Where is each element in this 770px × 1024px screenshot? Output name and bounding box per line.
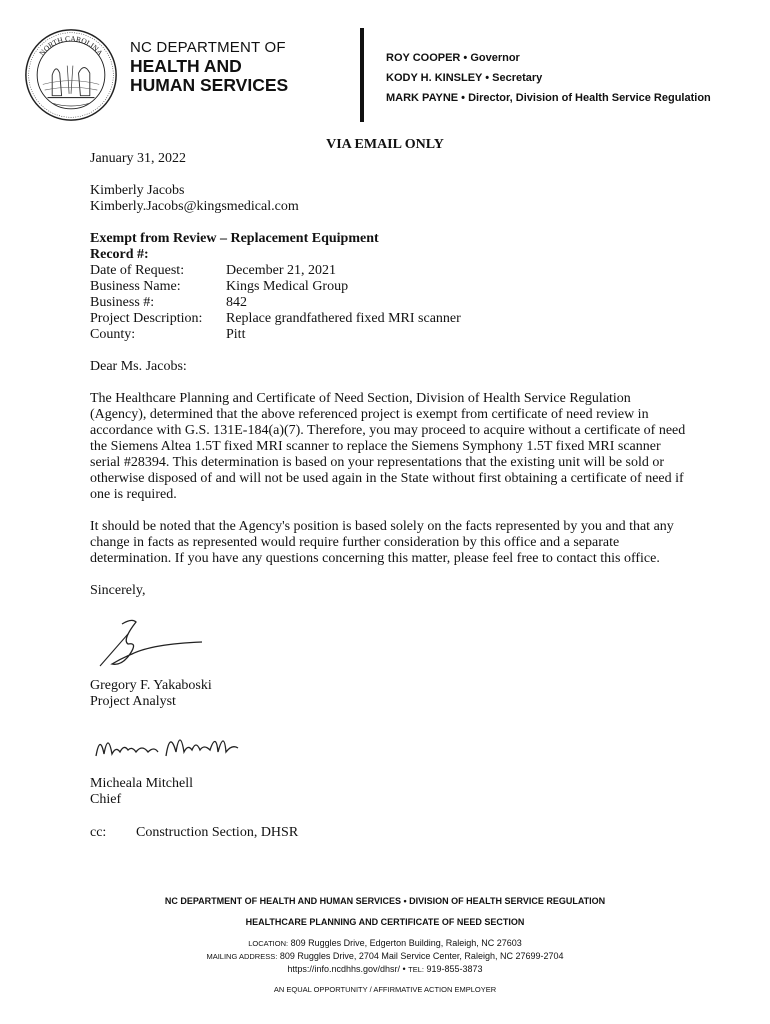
signer2-block (90, 776, 193, 808)
recipient-email: Kimberly.Jacobs@kingsmedical.com (90, 199, 299, 214)
footer-website: https://info.ncdhhs.gov/dhsr/ (287, 964, 400, 974)
signer2-name: Micheala Mitchell (90, 776, 194, 791)
footer-tel-label: TEL: (408, 965, 424, 974)
letterhead-footer (0, 896, 770, 998)
department-logotype (130, 40, 288, 95)
cc-label: cc: (90, 825, 107, 840)
official-secretary: KODY H. KINSLEY • Secretary (386, 72, 543, 84)
delivery-notice: VIA EMAIL ONLY (326, 137, 444, 152)
detail-row (90, 279, 690, 295)
subject-line: Exempt from Review – Replacement Equipment (90, 231, 379, 246)
seal-text: NORTH CAROLINA (37, 34, 105, 58)
letter-date: January 31, 2022 (90, 151, 187, 166)
detail-label: Business #: (90, 295, 155, 310)
signature-yakaboski-icon (92, 614, 212, 672)
footer-location-label: LOCATION: (248, 939, 289, 948)
detail-value: Kings Medical Group (226, 279, 349, 294)
closing: Sincerely, (90, 583, 146, 598)
footer-line2: HEALTHCARE PLANNING AND CERTIFICATE OF NEED SECTION (245, 917, 525, 927)
salutation: Dear Ms. Jacobs: (90, 359, 187, 374)
letter-body (90, 151, 690, 599)
detail-value: 842 (226, 295, 247, 310)
detail-value: Replace grandfathered fixed MRI scanner (226, 311, 461, 326)
detail-value: Pitt (226, 327, 246, 342)
signature-mitchell-icon (92, 726, 242, 768)
signer1-name: Gregory F. Yakaboski (90, 678, 212, 693)
recipient-name: Kimberly Jacobs (90, 183, 185, 198)
detail-label: Business Name: (90, 279, 181, 294)
dept-line1: HEALTH AND (130, 56, 242, 76)
detail-row (90, 295, 690, 311)
footer-location-value: 809 Ruggles Drive, Edgerton Building, Raleigh, NC 27603 (290, 938, 522, 948)
detail-label: Date of Request: (90, 263, 185, 278)
officials-list (386, 52, 711, 112)
dept-line2: HUMAN SERVICES (130, 75, 289, 95)
header-divider (360, 28, 364, 122)
official-governor: ROY COOPER • Governor (386, 52, 520, 64)
signer1-block (90, 678, 212, 710)
official-director: MARK PAYNE • Director, Division of Health Service Regulation (386, 92, 711, 104)
detail-row (90, 263, 690, 279)
detail-label: Project Description: (90, 311, 203, 326)
detail-value: December 21, 2021 (226, 263, 337, 278)
footer-eoe: AN EQUAL OPPORTUNITY / AFFIRMATIVE ACTION EMPLOYER (273, 985, 497, 994)
footer-mailing (0, 951, 770, 964)
footer-mailing-value: 809 Ruggles Drive, 2704 Mail Service Center, Raleigh, NC 27699-2704 (279, 951, 564, 961)
signer1-title: Project Analyst (90, 694, 176, 709)
svg-text:NORTH CAROLINA (37, 34, 105, 58)
dept-prefix: NC DEPARTMENT OF (130, 39, 286, 56)
footer-line1: NC DEPARTMENT OF HEALTH AND HUMAN SERVICES • DIVISION OF HEALTH SERVICE REGULATION (164, 896, 606, 906)
detail-row (90, 311, 690, 327)
state-seal-icon (24, 28, 118, 122)
footer-location (0, 938, 770, 951)
body-paragraph-1: The Healthcare Planning and Certificate of Need Section, Division of Health Service Regulation (Agency), determined that the above referenced project is exempt from certificate of need review in accordance with G.S. 131E-184(a)(7). Therefore, you may proceed to acquire without a certificate of need the Siemens Altea 1.5T fixed MRI scanner to replace the Siemens Symphony 1.5T fixed MRI scanner serial #28394. This determination is based on your representations that the existing unit will be sold or otherwise disposed of and will not be used again in the State without first obtaining a certificate of need if one is required. (90, 391, 686, 502)
footer-mailing-label: MAILING ADDRESS: (206, 952, 278, 961)
body-paragraph-2: It should be noted that the Agency's position is based solely on the facts represented by you and that any change in facts as represented would require further consideration by this office and a separate determination. If you have any questions concerning this matter, please feel free to contact this office. (90, 519, 674, 566)
footer-tel-value: 919-855-3873 (426, 964, 483, 974)
signer2-title: Chief (90, 792, 122, 807)
cc-value: Construction Section, DHSR (136, 825, 299, 840)
detail-label: County: (90, 327, 136, 342)
footer-contact: https://info.ncdhhs.gov/dhsr/ • TEL: 919-855-3873 (287, 964, 483, 974)
detail-row (90, 327, 690, 343)
cc-line (90, 825, 298, 841)
record-label: Record #: (90, 247, 149, 262)
